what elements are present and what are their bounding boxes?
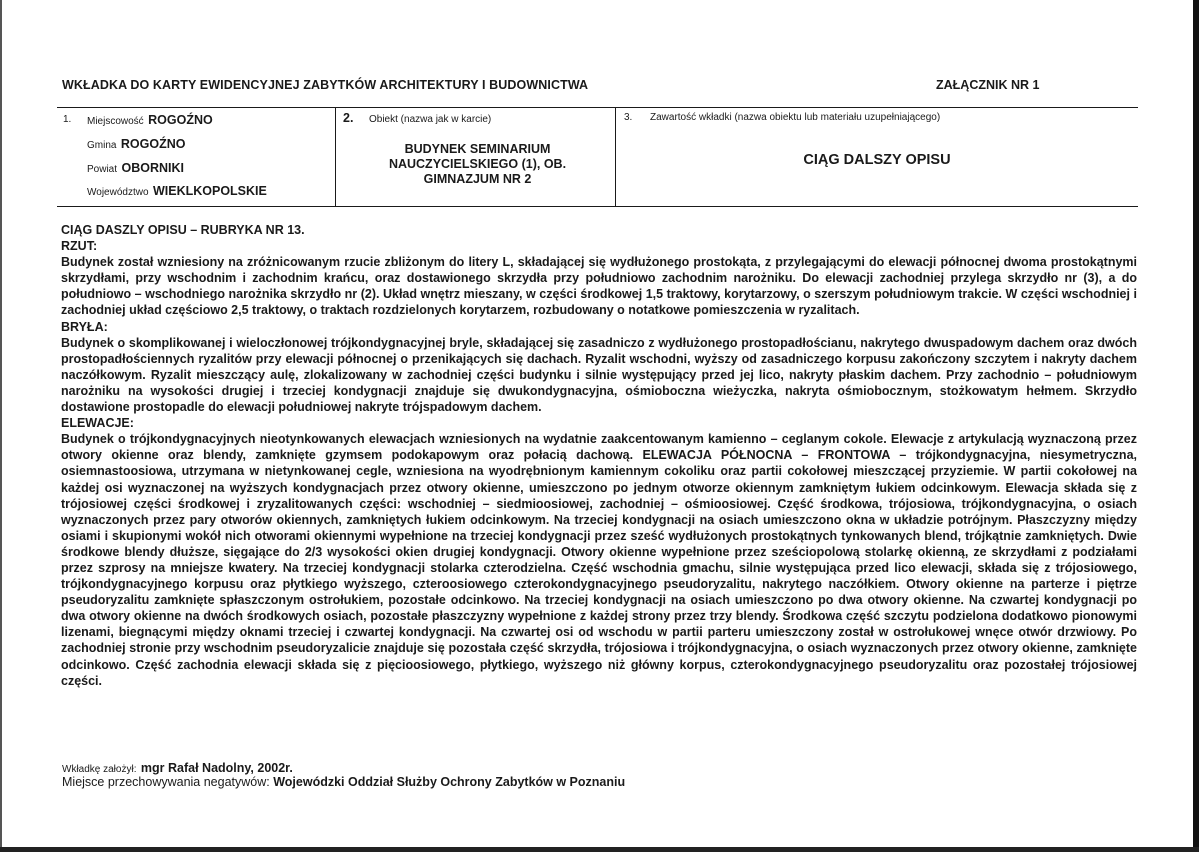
elevations-heading: ELEWACJE: bbox=[61, 416, 134, 431]
object-name-line-3: GIMNAZJUM NR 2 bbox=[423, 172, 532, 186]
scan-edge-right bbox=[1193, 0, 1199, 852]
elevations-text: Budynek o trójkondygnacyjnych nieotynkowanych elewacjach wzniesionych na wydatnie zaakcentowanym kamienno – ceglanym cokole. Elewacje z artykulacją wyznaczoną przez otwory okienne oraz blendy, zamknięte gzymsem podokapowym oraz połacią dachową. ELEWACJA PÓŁNOCNA – FRONTOWA – trójkondygnacyjna, niesymetryczna, osiemnastoosiowa, utrzymana w nietynkowanej cegle, wzniesiona na wyodrębnionym kamiennym cokoliku oraz partii cokołowej mieszczącej przyziemie. W partii cokołowej na każdej osi wyznaczonej na wyższych kondygnacjach przez otwory okienne, umieszczono po jednym otworze okiennym zamkniętym łukiem odcinkowym. Elewacja składa się z trójosiowej części środkowej i zryzalitowanych części: wschodniej – siedmioosiowej, zachodniej – ośmioosiowej. Część środkowa, trójosiowa, trójkondygnacyjna, o osiach wyznaczonych przez pary otworów okiennych, zamkniętych łukiem odcinkowym. Na trzeciej kondygnacji na osiach umieszczono okna w układzie potrójnym. Płaszczyzny między osiami i skupionymi wokół nich otworami okiennymi wypełnione na trzeciej kondygnacji przez sześć wydłużonych prostokątnych tynkowanych blend, trójkątnie zamkniętych. Dwie środkowe blendy dłuższe, sięgające do 2/3 wysokości okien drugiej kondygnacji. Otwory okienne wypełnione przez sześciopolową stolarkę okienną, ze skrzydłami z podziałami przez szprosy na mniejsze kwatery. Na trzeciej kondygnacji stolarka czterodzielna. Część wschodnia gmachu, silnie występująca przed lico elewacji, składa się z trójosiowego, trójkondygnacyjnego korpusu oraz płytkiego wyższego, czteroosiowego czterokondygnacyjnego pseudoryzalitu, nakrytego naczółkiem. Otwory okienne na parterze i piętrze pseudoryzalitu zamknięte spłaszczonym ostrołukiem, pozostałe odcinkowo. Na trzeciej kondygnacji na osiach umieszczono po dwa otwory okienne. Na czwartej kondygnacji po dwa otwory okienne na dwóch środkowych osiach, pozostałe płaszczyzny wypełnione z każdej strony przez trzy blendy. Środkowa część szczytu podzielona dodatkowo pionowymi lizenami, biegnącymi między oknami trzeciej i czwartej kondygnacji. Na czwartej osi od wschodu w partii parteru umieszczony został w ostrołukowej wnęce otwór drzwiowy. Po zachodniej stronie przy wschodnim pseudoryzalicie znajduje się pozostała część skrzydła, trójosiowa i trójkondygnacyjna, o osiach wyznaczonych przez otwory okienne, zamknięte odcinkowo. Część zachodnia elewacji składa się z pięcioosiowego, płytkiego, wyższego niż główny korpus, czterokondygnacyjnego pseudoryzalitu oraz pozostałej trójosiowej części. bbox=[61, 432, 1137, 688]
scan-edge-left bbox=[0, 0, 2, 852]
object-label: Obiekt (nazwa jak w karcie) bbox=[369, 114, 492, 125]
description-body bbox=[61, 222, 1137, 689]
mass-text: Budynek o skomplikowanej i wieloczłonowej trójkondygnacyjnej bryle, składającej się zasadniczo z wydłużonego prostopadłościanu, nakrytego dwuspadowym dachem oraz dwóch prostopadłościennych ryzalitów przy elewacji północnej o przenikających się dachach. Ryzalit wschodni, wyższy od zasadniczego korpusu zakończony szczytem i nakryty dachem naczółkowym. Ryzalit mieszczący aulę, zlokalizowany w zachodniej części budynku i silnie występujący przed jej lico, nakryty płaskim dachem. Przy zachodnio – południowym narożniku na wysokości drugiej i trzeciej kondygnacji znajduje się dwukondygnacyjna, ośmioboczna wieżyczka, nakryta ośmiobocznym, stożkowatym hełmem. Skrzydło dostawione prostopadle do elewacji południowej nakryte trójspadowym dachem. bbox=[61, 335, 1137, 415]
plan-heading: RZUT: bbox=[61, 239, 98, 254]
description-heading: CIĄG DASZLY OPISU – RUBRYKA NR 13. bbox=[61, 223, 305, 237]
storage-label: Miejsce przechowywania negatywów: bbox=[62, 775, 270, 789]
document-title: WKŁADKA DO KARTY EWIDENCYJNEJ ZABYTKÓW ARCHITEKTURY I BUDOWNICTWA bbox=[62, 78, 589, 92]
object-name-line-2: NAUCZYCIELSKIEGO (1), OB. bbox=[388, 157, 567, 171]
box3-number: 3. bbox=[624, 112, 633, 123]
plan-text: Budynek został wzniesiony na zróżnicowanym rzucie zbliżonym do litery L, składającej się wydłużonego prostokąta, z przylegającymi do elewacji północnej dwoma prostokątnymi skrzydłami, przy wschodnim i zachodnim krańcu, oraz dostawionego skrzydła przy południowo zachodnim narożniku. Do elewacji zachodniej przylega skrzydło nr (3), a do południowo – wschodniego narożnika skrzydło nr (2). Układ wnętrz mieszany, w części środkowej 1,5 traktowy, korytarzowy, o szerszym południowym trakcie. W części wschodniej i zachodniej układ częściowo 2,5 traktowy, o traktach rozdzielonych korytarzem, rozbudowany o notatkowe pomieszczenia w ryzalitach. bbox=[61, 255, 1137, 318]
voivodeship-label: Województwo bbox=[87, 187, 149, 198]
scan-edge-bottom bbox=[0, 847, 1199, 852]
locality-label: Miejscowość bbox=[87, 116, 144, 127]
county-value: OBORNIKI bbox=[121, 161, 184, 175]
locality-value: ROGOŹNO bbox=[148, 113, 213, 127]
commune-label: Gmina bbox=[87, 140, 117, 151]
box2-number: 2. bbox=[343, 111, 354, 125]
object-name bbox=[340, 142, 615, 187]
author-label: Wkładkę założył: bbox=[62, 764, 137, 775]
voivodeship-value: WIEKLKOPOLSKIE bbox=[152, 184, 267, 198]
storage-line bbox=[62, 775, 625, 789]
mass-heading: BRYŁA: bbox=[61, 319, 108, 334]
county-label: Powiat bbox=[87, 164, 118, 175]
author-value: mgr Rafał Nadolny, 2002r. bbox=[140, 761, 293, 775]
commune-row bbox=[87, 135, 186, 153]
column-divider-1 bbox=[335, 107, 336, 207]
content-value: CIĄG DALSZY OPISU bbox=[803, 152, 951, 168]
object-name-line-1: BUDYNEK SEMINARIUM bbox=[404, 142, 551, 156]
voivodeship-row bbox=[87, 182, 267, 200]
locality-row bbox=[87, 111, 213, 129]
storage-value: Wojewódzki Oddział Służby Ochrony Zabytków w Poznaniu bbox=[273, 775, 626, 789]
table-bottom-rule bbox=[57, 206, 1138, 207]
county-row bbox=[87, 159, 184, 177]
commune-value: ROGOŹNO bbox=[120, 137, 186, 151]
table-top-rule bbox=[57, 107, 1138, 108]
annex-number: ZAŁĄCZNIK NR 1 bbox=[936, 78, 1040, 92]
content-label: Zawartość wkładki (nazwa obiektu lub materiału uzupełniającego) bbox=[650, 112, 941, 123]
box1-number: 1. bbox=[63, 114, 72, 125]
